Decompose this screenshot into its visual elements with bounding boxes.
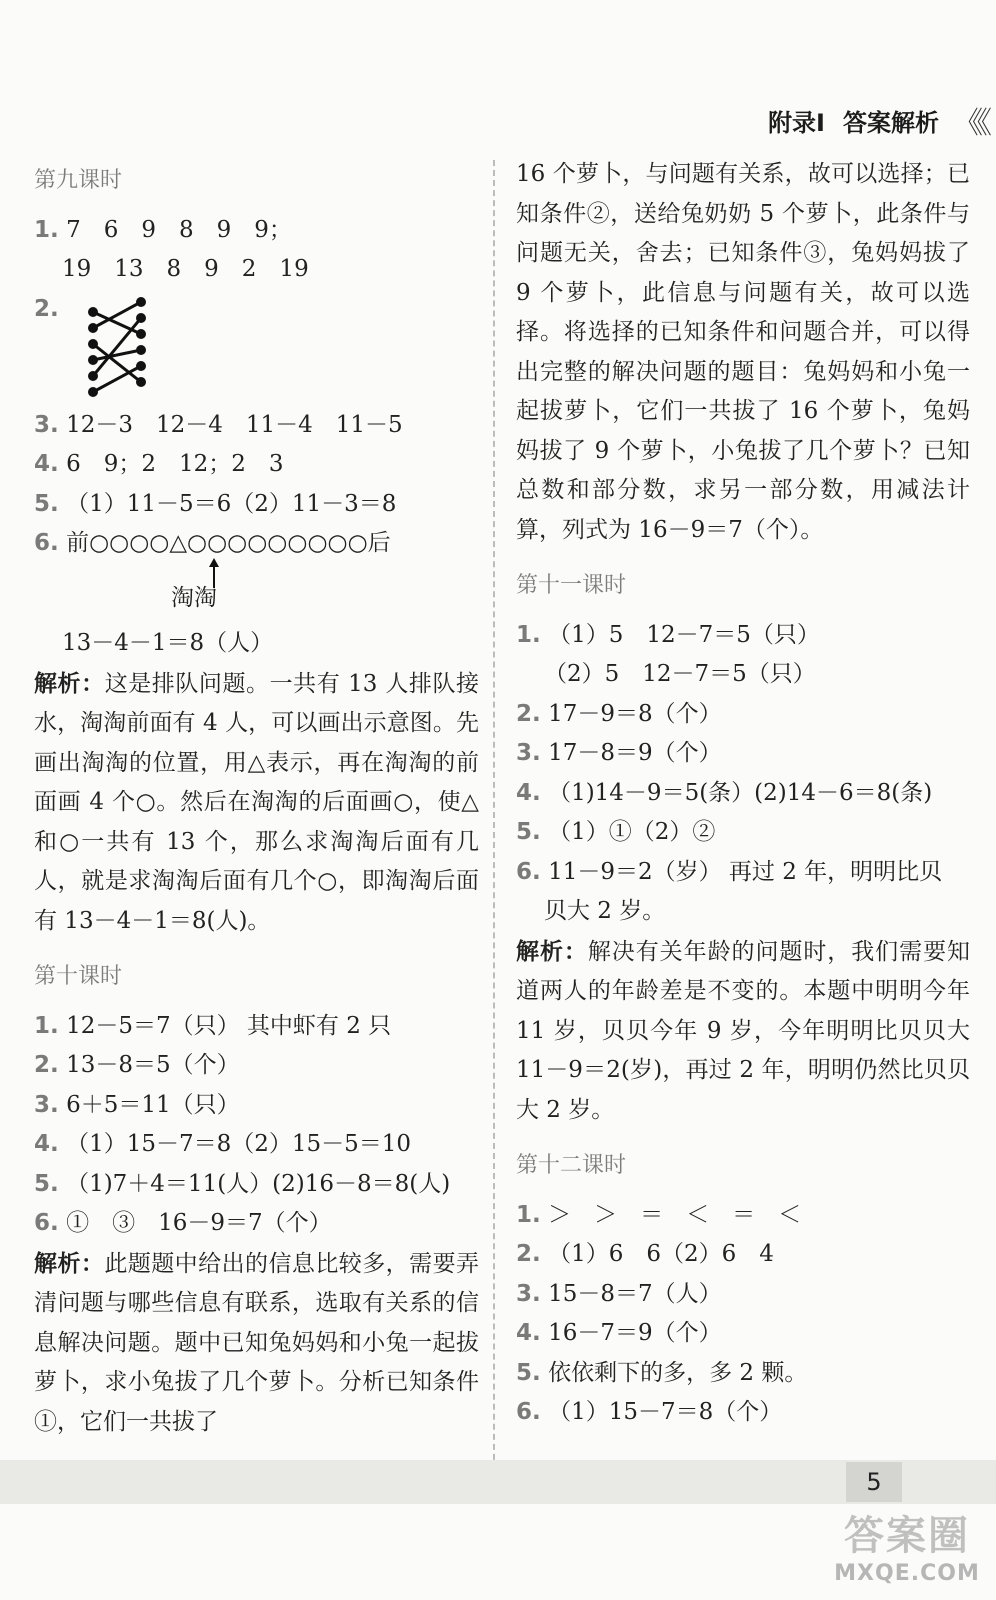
answer-item: 2. 17－9＝8（个） [516,700,722,727]
answer-item: 3. 17－8＝9（个） [516,740,722,766]
answer-item-cont: 13－4－1＝8（人） [62,630,274,656]
answer-item: 6. ① ③ 16－9＝7（个） [34,1210,332,1236]
answer-item: 4. （1）15－7＝8（2）15－5＝10 [34,1131,412,1157]
header-appendix: 附录Ⅰ [768,108,825,137]
section-title-lesson-9: 第九课时 [34,168,123,193]
analysis-paragraph: 解析：这是排队问题。一共有 13 人排队接水，淘淘前面有 4 人，可以画出示意图。先画出淘淘的位置，用△表示，再在淘淘的前面画 4 个○。然后在淘淘的后面画○，使△和○一共有 13 个，那么求淘淘后面有几人，就是求淘淘后面有几个○，即淘淘后面有 13－4－1＝8(人)。 [34,669,480,934]
answer-item: 6. 11－9＝2（岁） 再过 2 年，明明比贝 [516,858,943,885]
queue-diagram: 6. 前○○○○△○○○○○○○○○后 淘淘 [34,524,479,624]
page-number: 5 [846,1462,902,1502]
answer-item: 5. （1）①（2）② [516,819,716,845]
section-title-lesson-12: 第十二课时 [516,1153,627,1178]
answer-item: 5. （1)7＋4＝11(人）(2)16－8＝8(人) [34,1170,451,1197]
answer-item: 3. 6＋5＝11（只） [34,1091,240,1118]
queue-symbols: 前○○○○△○○○○○○○○○后 [66,530,391,556]
page-header [768,98,986,142]
answer-item: 5. 依依剩下的多，多 2 颗。 [516,1359,808,1386]
double-chevron-left-icon: 《《 [953,106,986,141]
column-divider [493,160,495,1500]
left-column [34,155,479,1442]
watermark-logo-text: 答案圈 [844,1513,970,1559]
answer-item-cont: 19 13 8 9 2 19 [62,256,309,282]
answer-item: 1. 12－5＝7（只） 其中虾有 2 只 [34,1012,392,1039]
answer-item-cont: 贝大 2 岁。 [544,898,666,924]
queue-marker-label: 淘淘 [171,585,217,611]
answer-item: 1. 7 6 9 8 9 9； [34,216,292,243]
answer-item: 6. （1）15－7＝8（个） [516,1399,783,1425]
answer-item: 2. 13－8＝5（个） [34,1052,240,1078]
analysis-paragraph: 解析：此题题中给出的信息比较多，需要弄清问题与哪些信息有联系，选取有关系的信息解决问题。题中已知兔妈妈和小兔一起拔萝卜，求小兔拔了几个萝卜。分析已知条件①，它们一共拔了 [34,1249,480,1435]
answer-item: 4. 6 9；2 12；2 3 [34,451,284,477]
answer-item: 3. 12－3 12－4 11－4 11－5 [34,411,403,438]
analysis-paragraph: 解析：解决有关年龄的问题时，我们需要知道两人的年龄差是不变的。本题中明明今年 11 岁，贝贝今年 9 岁，今年明明比贝贝大 11－9＝2(岁)，再过 2 年，明明仍然比贝贝大 2 岁。 [516,937,971,1123]
answer-item: 5. （1）11－5＝6（2）11－3＝8 [34,490,397,517]
answer-item: 3. 15－8＝7（人） [516,1280,722,1307]
right-column [516,155,970,1433]
header-title: 答案解析 [843,108,939,137]
section-title-lesson-11: 第十一课时 [516,573,627,598]
analysis-continuation: 16 个萝卜，与问题有关系，故可以选择；已知条件②，送给兔奶奶 5 个萝卜，此条件与问题无关，舍去；已知条件③，兔妈妈拔了 9 个萝卜，此信息与问题有关，故可以选择。将选择的已知条件和问题合并，可以得出完整的解决问题的题目：兔妈妈和小兔一起拔萝卜，它们一共拔了 16 个萝卜，兔妈妈拔了 9 个萝卜，小兔拔了几个萝卜？已知总数和部分数，求另一部分数，用减法计算，列式为 16－9＝7（个）。 [516,161,970,543]
section-title-lesson-10: 第十课时 [34,964,123,989]
answer-item: 4. 16－7＝9（个） [516,1320,722,1346]
watermark [832,1504,982,1586]
answer-item: 4. （1)14－9＝5(条）(2)14－6＝8(条) [516,779,933,806]
matching-dots-diagram [61,294,181,400]
answer-item: 1. （1）5 12－7＝5（只） [516,621,820,648]
answer-item: 1. ＞ ＞ ＝ ＜ ＝ ＜ [516,1201,802,1228]
answer-item: 2. [34,290,479,406]
answer-item-cont: （2）5 12－7＝5（只） [544,661,816,687]
watermark-url: MXQE.COM [834,1561,980,1586]
answer-item: 2. （1）6 6（2）6 4 [516,1241,774,1267]
